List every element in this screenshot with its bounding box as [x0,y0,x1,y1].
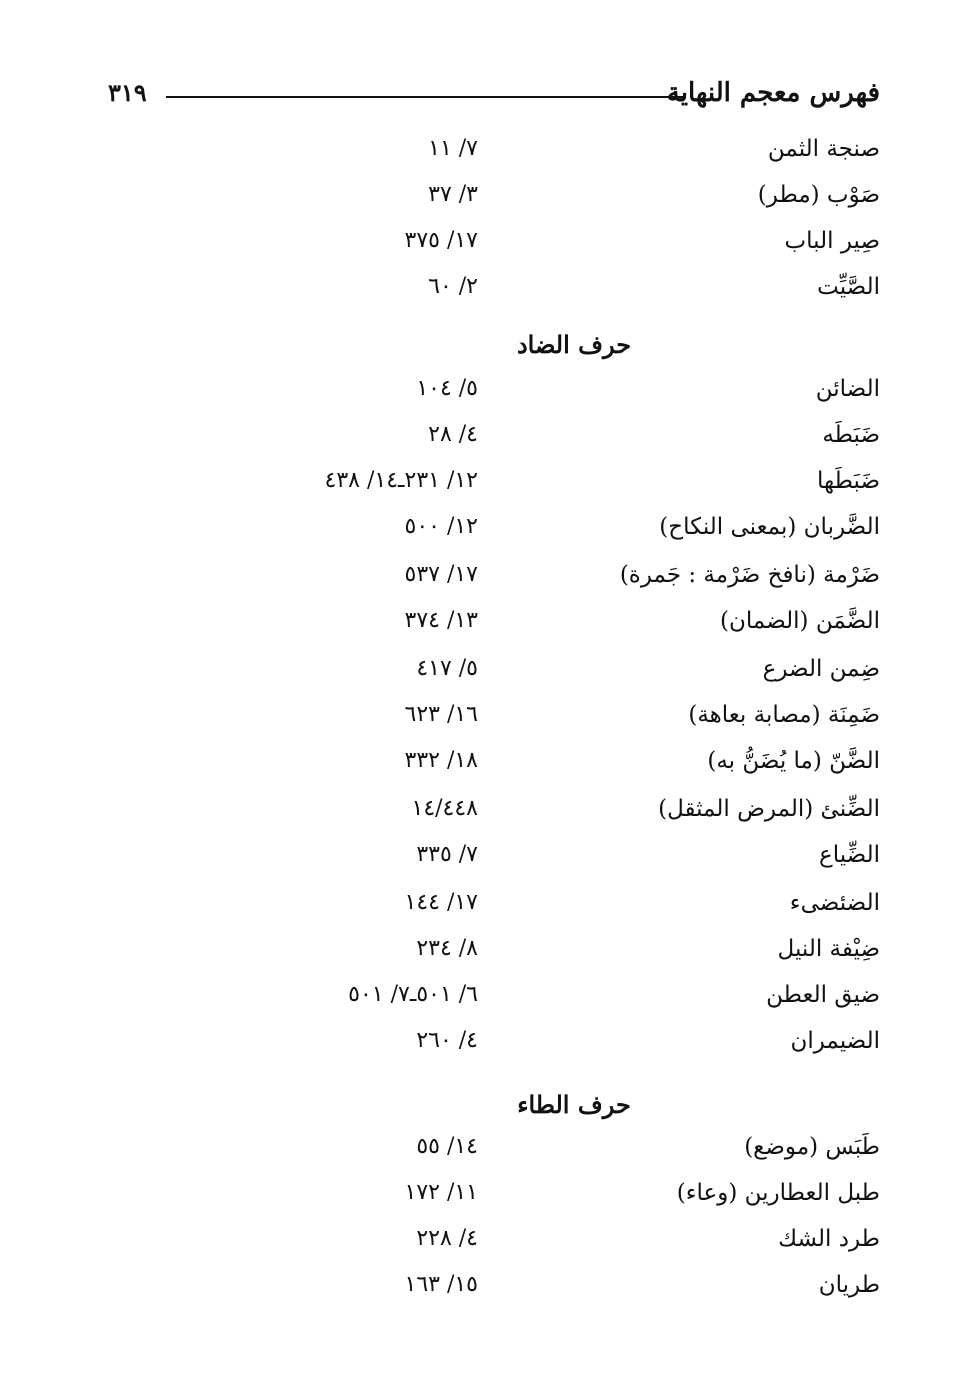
index-entry [0,422,956,466]
index-entry [0,1180,956,1224]
entry-term: ضيق العطن [766,982,880,1008]
index-entry [0,842,956,886]
entry-ref: ٧/ ١١ [428,136,478,161]
entry-ref: ٨/ ٢٣٤ [416,936,478,961]
entry-ref: ٥/ ١٠٤ [416,376,478,401]
entry-term: صَوْب (مطر) [757,182,880,208]
entry-ref: ٧/ ٣٣٥ [416,842,478,867]
entry-ref: ١٢/ ٢٣١ـ١٤/ ٤٣٨ [324,468,478,493]
index-entry [0,982,956,1026]
entry-ref: ١٣/ ٣٧٤ [404,608,478,633]
index-entry [0,228,956,272]
index-entry [0,562,956,606]
index-entry [0,376,956,420]
entry-ref: ١٤/ ٥٥ [416,1134,478,1159]
entry-term: طرد الشك [778,1226,880,1252]
index-entry [0,514,956,558]
section-heading-label: حرف الضاد [516,330,632,359]
entry-term: طبل العطارين (وعاء) [676,1180,880,1206]
entry-term: ضَبَطَه [822,422,880,448]
index-entry [0,1226,956,1270]
index-entry [0,1134,956,1178]
index-entry [0,702,956,746]
index-entry [0,890,956,934]
section-heading-dad [0,330,956,359]
index-entry [0,274,956,318]
entry-term: الضئضىء [789,890,880,916]
entry-ref: ٤/ ٢٦٠ [416,1028,478,1053]
entry-ref: ٤/ ٢٨ [428,422,478,447]
section-heading-label: حرف الطاء [517,1090,631,1119]
entry-term: الضائن [815,376,880,402]
entry-ref: ٤/ ٢٢٨ [416,1226,478,1251]
page-number: ٣١٩ [108,78,147,107]
page-title: فهرس معجم النهاية [666,78,880,108]
page-header [108,76,880,116]
entry-term: طَبَس (موضع) [744,1134,880,1160]
entry-ref: ١٥/ ١٦٣ [404,1272,478,1297]
index-entry [0,656,956,700]
entry-ref: ١٢/ ٥٠٠ [404,514,478,539]
index-entry [0,468,956,512]
entry-term: الصَّيِّت [817,274,880,300]
entry-term: الضَّربان (بمعنى النكاح) [659,514,880,540]
entry-ref: ١١/ ١٧٢ [404,1180,478,1205]
header-rule [166,96,684,98]
index-entry [0,182,956,226]
section-heading-ta [0,1090,956,1119]
entry-term: الضَّنّ (ما يُضَنُّ به) [707,748,880,774]
entry-term: ضَرْمة (نافخ ضَرْمة : جَمرة) [619,562,880,588]
index-entry [0,608,956,652]
entry-ref: ١٤/٤٤٨ [411,796,478,821]
entry-term: ضِيْفة النيل [777,936,880,962]
entry-ref: ٣/ ٣٧ [428,182,478,207]
entry-ref: ١٧/ ٥٣٧ [404,562,478,587]
entry-term: الضِّياع [818,842,880,868]
index-entry [0,796,956,840]
entry-term: طريان [818,1272,880,1298]
entry-ref: ١٧/ ١٤٤ [404,890,478,915]
index-entry [0,1272,956,1316]
entry-ref: ١٧/ ٣٧٥ [404,228,478,253]
entry-ref: ١٦/ ٦٢٣ [404,702,478,727]
index-entry [0,1028,956,1072]
entry-term: صِير الباب [784,228,880,254]
entry-term: ضِمن الضرع [762,656,880,682]
entry-ref: ١٨/ ٣٣٢ [404,748,478,773]
index-entry [0,136,956,180]
entry-term: صنجة الثمن [767,136,880,162]
index-entry [0,748,956,792]
index-entry [0,936,956,980]
entry-term: الضيمران [790,1028,880,1054]
entry-ref: ٥/ ٤١٧ [416,656,478,681]
entry-ref: ٢/ ٦٠ [428,274,478,299]
entry-term: الضِّنئ (المرض المثقل) [658,796,880,822]
entry-ref: ٦/ ٥٠١ـ٧/ ٥٠١ [348,982,478,1007]
entry-term: ضَمِنَة (مصابة بعاهة) [688,702,880,728]
entry-term: الضَّمَن (الضمان) [720,608,880,634]
entry-term: ضَبَطَها [817,468,880,494]
